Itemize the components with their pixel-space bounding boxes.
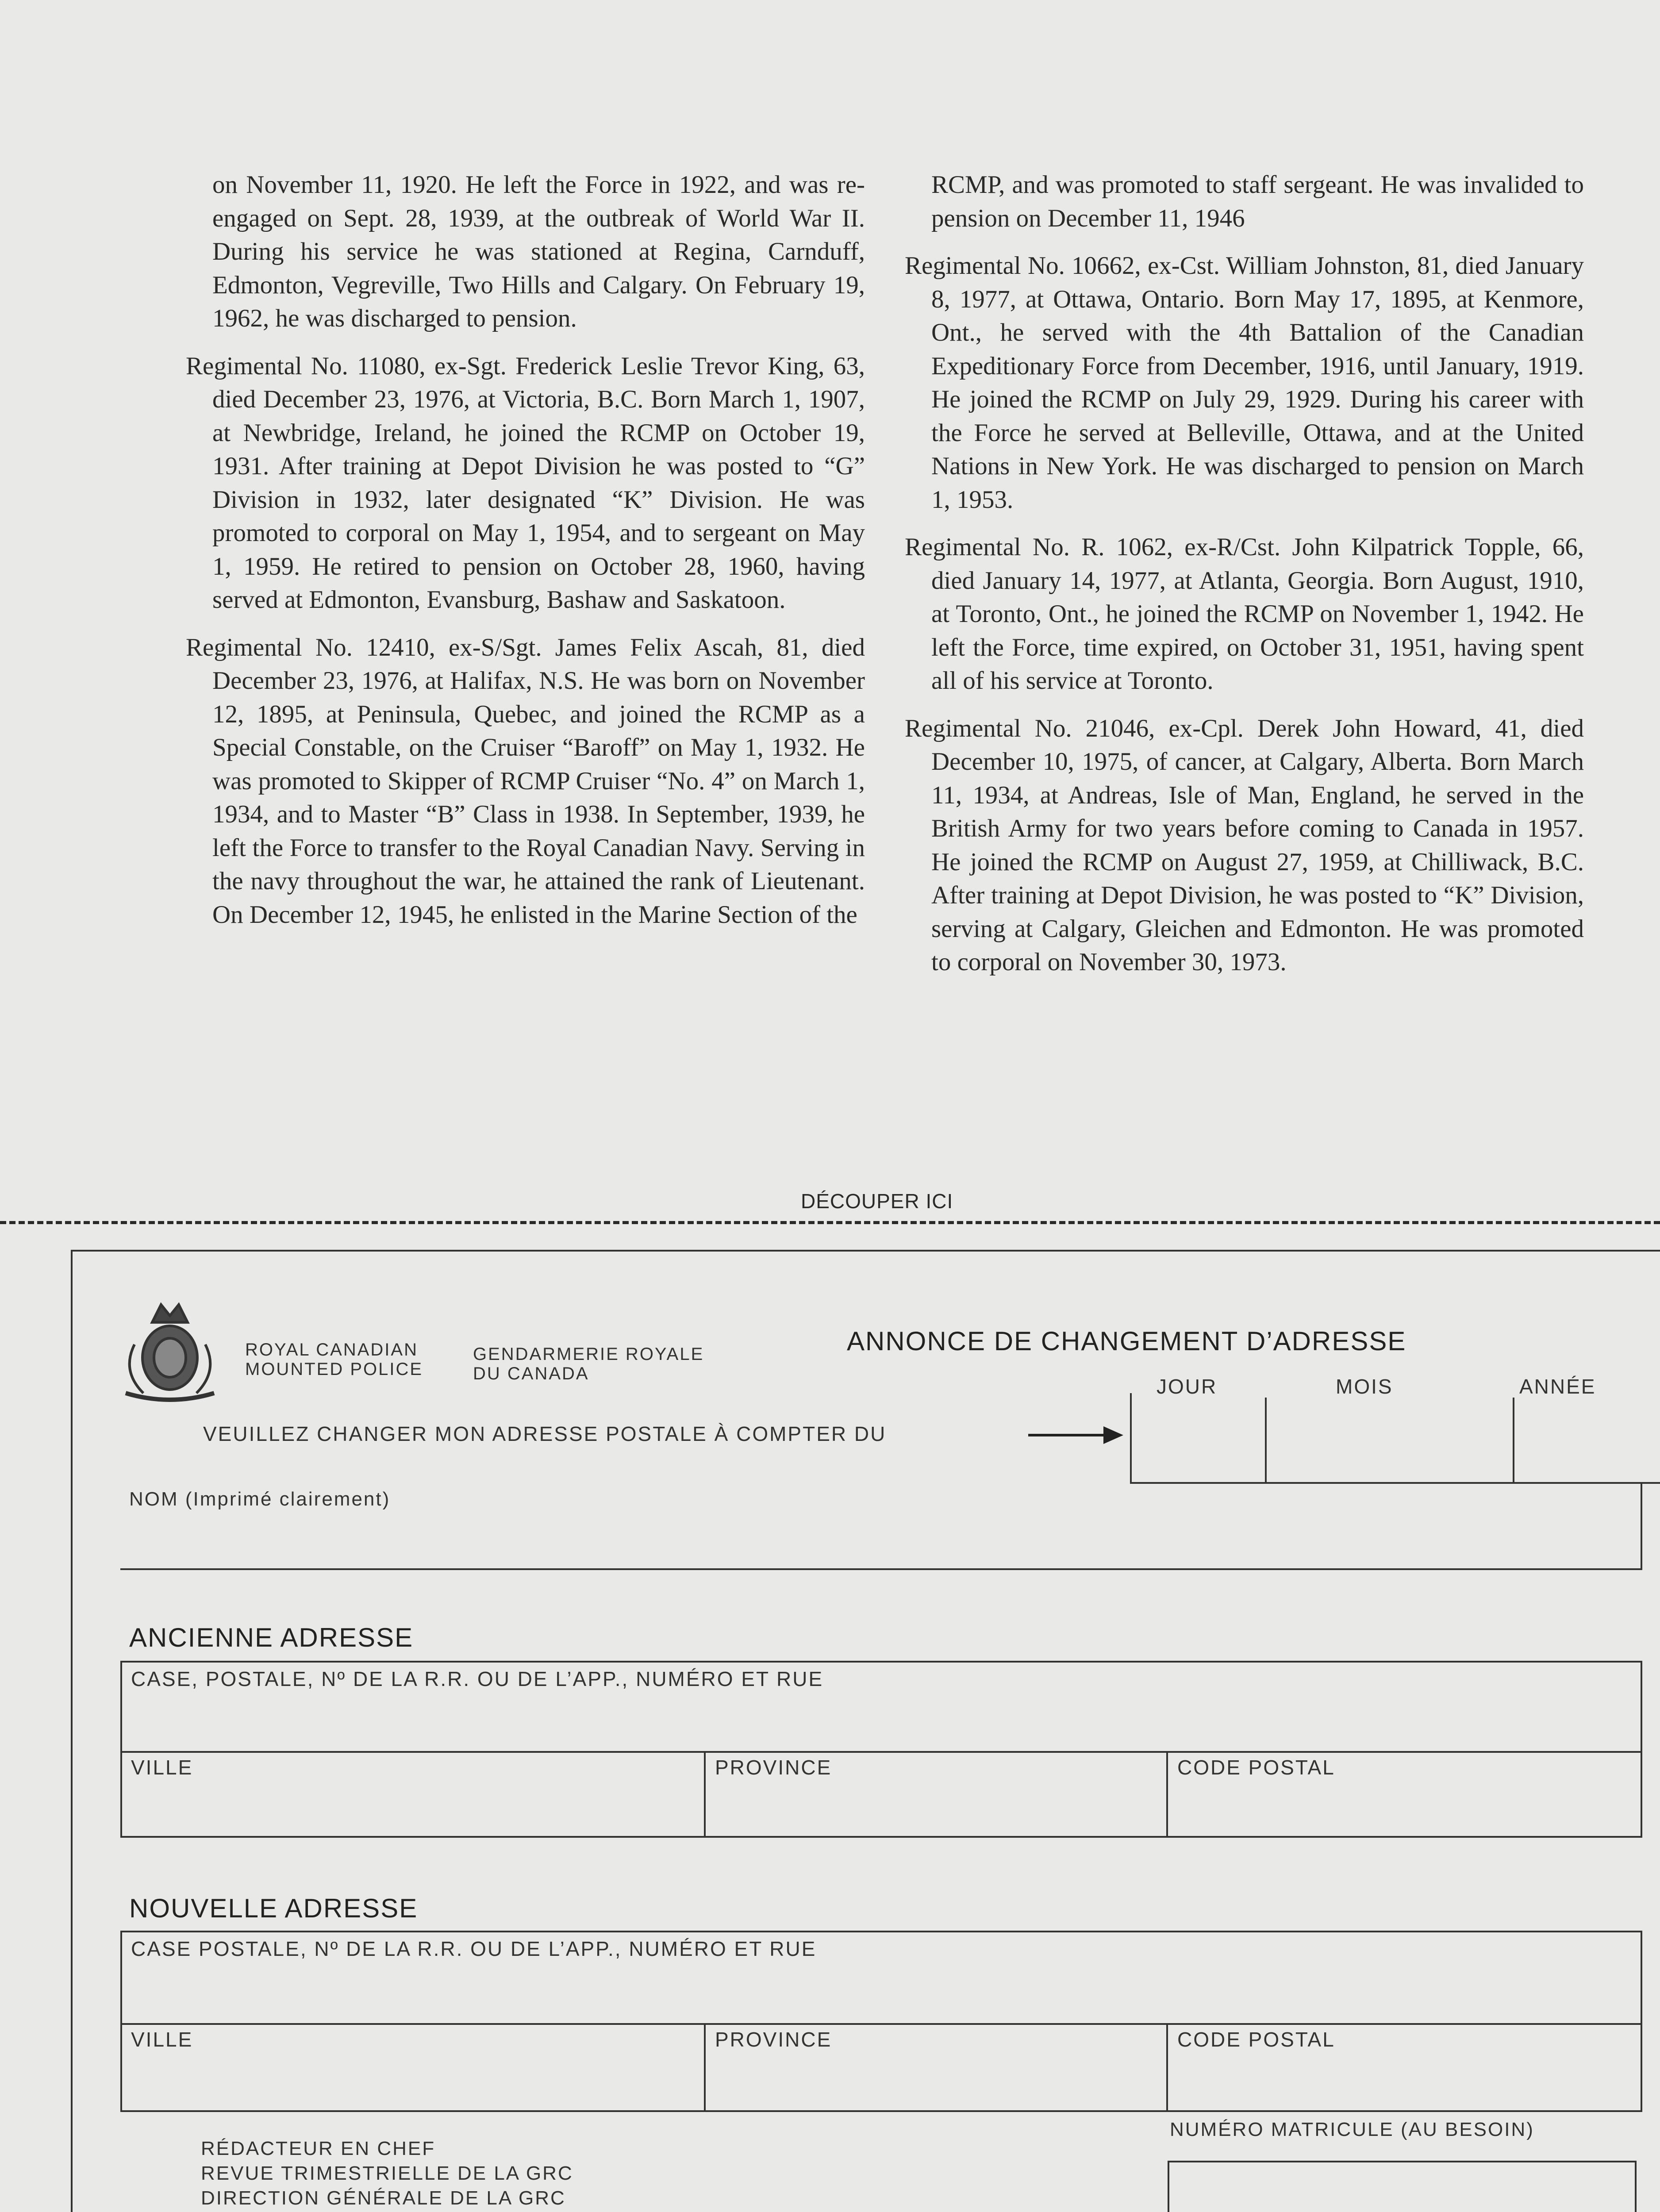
- article-paragraph: Regimental No. 11080, ex-Sgt. Frederick Leslie Trevor King, 63, died December 23, 1976, at Victoria, B.C. Born March 1, 1907, at Newbridge, Ireland, he joined the RCMP on October 19, 1931. After training at Depot Division he was posted to “G” Division in 1932, later designated “K” Division. He was promoted to corporal on May 1, 1954, and to sergeant on May 1, 1959. He retired to pension on October 28, 1960, having served at Edmonton, Evansburg, Bashaw and Saskatoon.: [186, 352, 865, 614]
- divider: [704, 1751, 706, 1836]
- article-paragraph: Regimental No. 10662, ex-Cst. William Johnston, 81, died January 8, 1977, at Ottawa, Ontario. Born May 17, 1895, at Kenmore, Ont., he served with the 4th Battalion of the Canadian Expeditionary Force from December, 1916, until January, 1919. He joined the RCMP on July 29, 1929. During his career with the Force he served at Belleville, Ottawa, and at the United Nations in New York. He was discharged to pension on March 1, 1953.: [905, 252, 1584, 514]
- old-street-field[interactable]: [122, 1667, 1641, 1751]
- effective-date-instruction: VEUILLEZ CHANGER MON ADRESSE POSTALE À COMPTER DU: [203, 1422, 887, 1445]
- org-name-en: ROYAL CANADIAN MOUNTED POLICE: [245, 1340, 423, 1379]
- date-entry-field[interactable]: [1130, 1440, 1660, 1484]
- article-paragraph: Regimental No. R. 1062, ex-R/Cst. John Kilpatrick Topple, 66, died January 14, 1977, at Atlanta, Georgia. Born August, 1910, at Toronto, Ont., he joined the RCMP on November 1, 1942. He left the Force, time expired, on October 31, 1951, having spent all of his service at Toronto.: [905, 533, 1584, 695]
- old-address-heading: ANCIENNE ADRESSE: [129, 1623, 414, 1652]
- article-left-column: [186, 168, 865, 945]
- regimental-number-field[interactable]: [1168, 2161, 1637, 2212]
- new-province-label: PROVINCE: [715, 2028, 832, 2051]
- new-address-heading: NOUVELLE ADRESSE: [129, 1893, 418, 1923]
- old-city-field[interactable]: [122, 1753, 702, 1835]
- divider: [704, 2023, 706, 2110]
- new-postal-code-label: CODE POSTAL: [1177, 2028, 1335, 2051]
- old-street-label: CASE, POSTALE, Nº DE LA R.R. OU DE L’APP., NUMÉRO ET RUE: [131, 1667, 824, 1690]
- divider: [122, 2023, 1641, 2025]
- old-address-block: [120, 1661, 1642, 1838]
- new-street-field[interactable]: [122, 1937, 1641, 2021]
- day-label: JOUR: [1157, 1375, 1218, 1398]
- new-postal-code-field[interactable]: [1168, 2025, 1640, 2109]
- arrow-right-icon: [1028, 1422, 1126, 1448]
- new-city-field[interactable]: [122, 2025, 702, 2109]
- cut-here-label: DÉCOUPER ICI: [801, 1190, 953, 1213]
- month-label: MOIS: [1336, 1375, 1393, 1398]
- form-title: ANNONCE DE CHANGEMENT D’ADRESSE: [847, 1326, 1406, 1356]
- old-postal-code-field[interactable]: [1168, 1753, 1640, 1835]
- article-right-column: [905, 168, 1584, 993]
- new-province-field[interactable]: [706, 2025, 1164, 2109]
- divider: [1166, 2023, 1168, 2110]
- article-paragraph: RCMP, and was promoted to staff sergeant. He was invalided to pension on December 11, 1946: [931, 171, 1584, 232]
- article-paragraph: on November 11, 1920. He left the Force in 1922, and was re-engaged on Sept. 28, 1939, at the outbreak of World War II. During his service he was stationed at Regina, Carnduff, Edmonton, Vegreville, Two Hills and Calgary. On February 19, 1962, he was discharged to pension.: [212, 171, 865, 332]
- org-name-fr: GENDARMERIE ROYALE DU CANADA: [473, 1344, 704, 1383]
- divider: [122, 1751, 1641, 1753]
- article-paragraph: Regimental No. 12410, ex-S/Sgt. James Felix Ascah, 81, died December 23, 1976, at Halifax, N.S. He was born on November 12, 1895, at Peninsula, Quebec, and joined the RCMP as a Special Constable, on the Cruiser “Baroff” on May 1, 1932. He was promoted to Skipper of RCMP Cruiser “No. 4” on March 1, 1934, and to Master “B” Class in 1938. In September, 1939, he left the Force to transfer to the Royal Canadian Navy. Serving in the navy throughout the war, he attained the rank of Lieutenant. On December 12, 1945, he enlisted in the Marine Section of the: [186, 633, 865, 929]
- rcmp-crest-logo: [117, 1296, 223, 1406]
- cut-line: [0, 1221, 1660, 1224]
- name-label: NOM (Imprimé clairement): [129, 1488, 391, 1510]
- year-label: ANNÉE: [1519, 1375, 1596, 1398]
- divider: [1166, 1751, 1168, 1836]
- old-province-field[interactable]: [706, 1753, 1164, 1835]
- new-city-label: VILLE: [131, 2028, 193, 2051]
- change-of-address-form: [71, 1250, 1660, 2212]
- old-province-label: PROVINCE: [715, 1756, 832, 1779]
- name-field[interactable]: [120, 1484, 1642, 1570]
- old-city-label: VILLE: [131, 1756, 193, 1779]
- new-street-label: CASE POSTALE, Nº DE LA R.R. OU DE L’APP., NUMÉRO ET RUE: [131, 1937, 817, 1960]
- old-postal-code-label: CODE POSTAL: [1177, 1756, 1335, 1779]
- regimental-number-label: NUMÉRO MATRICULE (AU BESOIN): [1170, 2119, 1534, 2140]
- new-address-block: [120, 1931, 1642, 2112]
- mailing-address: RÉDACTEUR EN CHEF REVUE TRIMESTRIELLE DE LA GRC DIRECTION GÉNÉRALE DE LA GRC: [201, 2138, 573, 2209]
- article-paragraph: Regimental No. 21046, ex-Cpl. Derek John Howard, 41, died December 10, 1975, of cancer, at Calgary, Alberta. Born March 11, 1934, at Andreas, Isle of Man, England, he served in the British Army for two years before coming to Canada in 1957. He joined the RCMP on August 27, 1959, at Chilliwack, B.C. After training at Depot Division, he was posted to “K” Division, serving at Calgary, Gleichen and Edmonton. He was promoted to corporal on November 30, 1973.: [905, 714, 1584, 976]
